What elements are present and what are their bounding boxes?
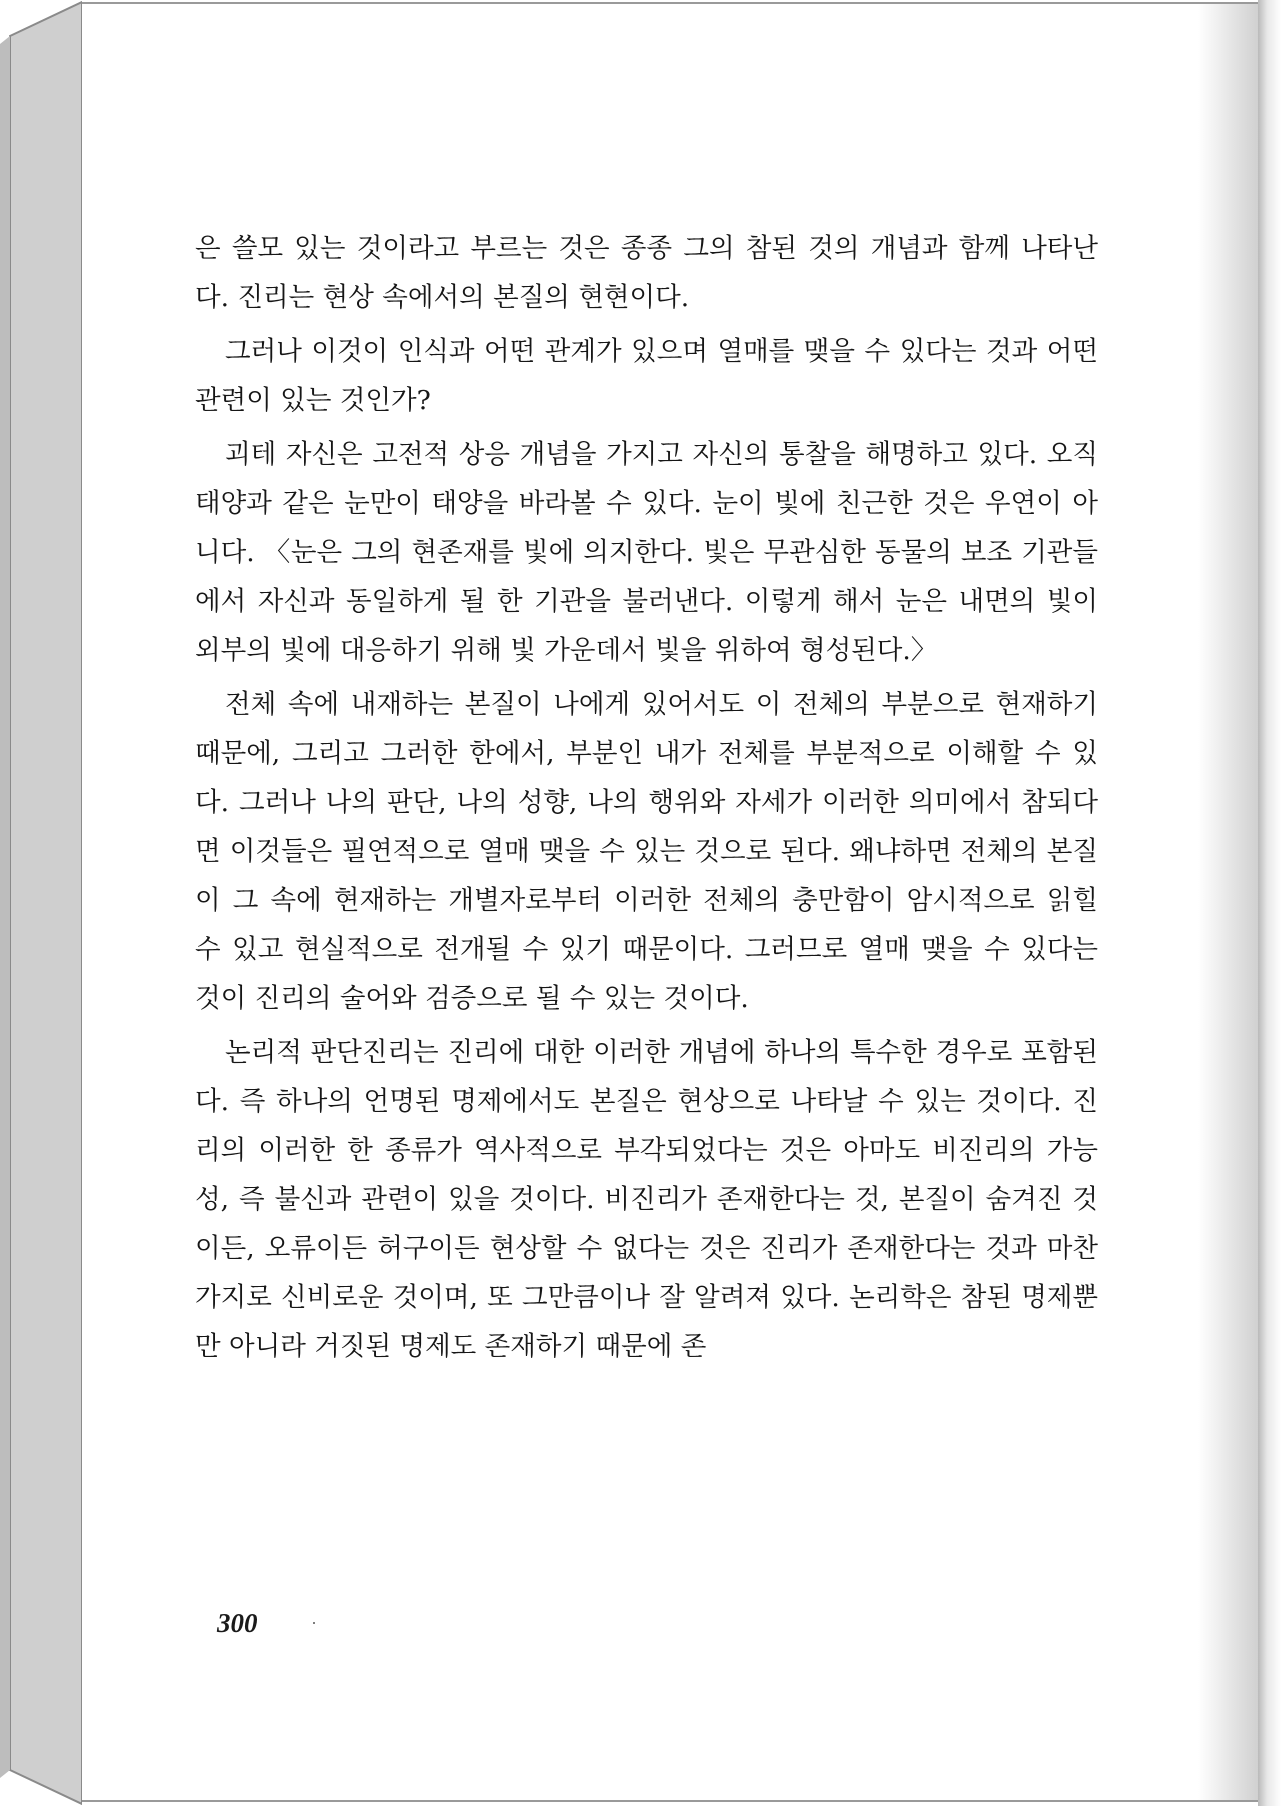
paragraph: 전체 속에 내재하는 본질이 나에게 있어서도 이 전체의 부분으로 현재하기 때문에, 그리고 그러한 한에서, 부분인 내가 전체를 부분적으로 이해할 수 있다. 그러나 나의 판단, 나의 성향, 나의 행위와 자세가 이러한 의미에서 참되다면 이것들은 필연적으로 열매 맺을 수 있는 것으로 된다. 왜냐하면 전체의 본질이 그 속에 현재하는 개별자로부터 이러한 전체의 충만함이 암시적으로 읽힐 수 있고 현실적으로 전개될 수 있기 때문이다. 그러므로 열매 맺을 수 있다는 것이 진리의 술어와 검증으로 될 수 있는 것이다. xyxy=(195,689,1098,1014)
page-edge-shadow xyxy=(1198,4,1258,1800)
book-spine-edge xyxy=(0,0,82,1806)
paragraph: 괴테 자신은 고전적 상응 개념을 가지고 자신의 통찰을 해명하고 있다. 오직 태양과 같은 눈만이 태양을 바라볼 수 있다. 눈이 빛에 친근한 것은 우연이 아니다. 〈눈은 그의 현존재를 빛에 의지한다. 빛은 무관심한 동물의 보조 기관들에서 자신과 동일하게 될 한 기관을 불러낸다. 이렇게 해서 눈은 내면의 빛이 외부의 빛에 대응하기 위해 빛 가운데서 빛을 위하여 형성된다.〉 xyxy=(195,439,1098,666)
page-right-edge xyxy=(1258,0,1281,1806)
page-number: 300 xyxy=(217,1608,258,1638)
scan-speck xyxy=(313,1622,315,1624)
paragraph: 논리적 판단진리는 진리에 대한 이러한 개념에 하나의 특수한 경우로 포함된다. 즉 하나의 언명된 명제에서도 본질은 현상으로 나타날 수 있는 것이다. 진리의 이러한 한 종류가 역사적으로 부각되었다는 것은 아마도 비진리의 가능성, 즉 불신과 관련이 있을 것이다. 비진리가 존재한다는 것, 본질이 숨겨진 것이든, 오류이든 허구이든 현상할 수 없다는 것은 진리가 존재한다는 것과 마찬가지로 신비로운 것이며, 또 그만큼이나 잘 알려져 있다. 논리학은 참된 명제뿐만 아니라 거짓된 명제도 존재하기 때문에 존 xyxy=(195,1037,1098,1362)
paragraph: 은 쓸모 있는 것이라고 부르는 것은 종종 그의 참된 것의 개념과 함께 나타난다. 진리는 현상 속에서의 본질의 현현이다. xyxy=(195,233,1098,313)
body-text xyxy=(195,224,1098,1376)
paragraph: 그러나 이것이 인식과 어떤 관계가 있으며 열매를 맺을 수 있다는 것과 어떤 관련이 있는 것인가? xyxy=(195,336,1098,416)
